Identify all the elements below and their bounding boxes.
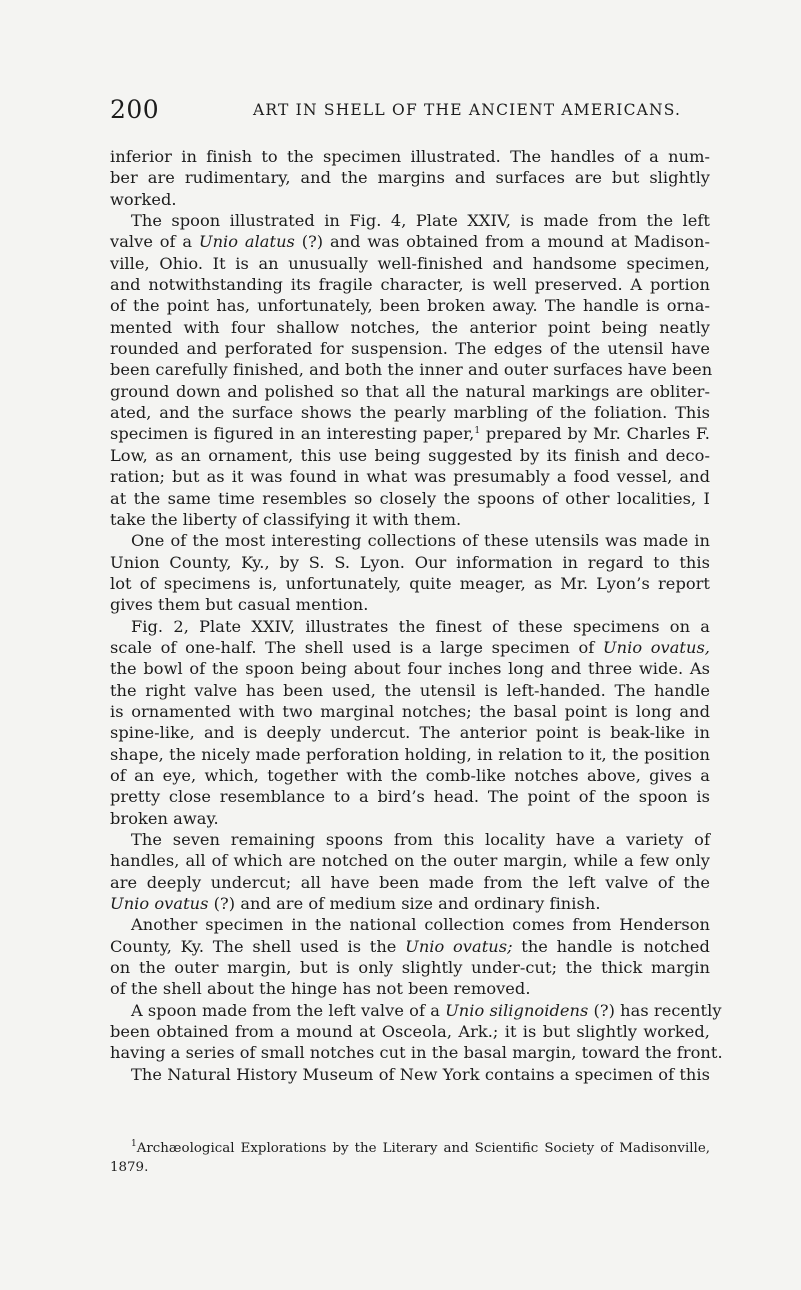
- text-line: of the shell about the hinge has not been removed.: [110, 979, 531, 999]
- text-line: lot of specimens is, unfortunately, quite meager, as Mr. Lyon’s report: [110, 573, 710, 593]
- text-line: having a series of small notches cut in the basal margin, toward the front.: [110, 1043, 723, 1063]
- text-line: ground down and polished so that all the natural markings are obliter-: [110, 381, 710, 401]
- text-line: handles, all of which are notched on the outer margin, while a few only: [110, 851, 710, 871]
- text-line: spine-like, and is deeply undercut. The anterior point is beak-like in: [110, 723, 710, 743]
- text-line: and notwithstanding its fragile character, is well preserved. A portion: [110, 275, 710, 295]
- text-line: mented with four shallow notches, the anterior point being neatly: [110, 317, 710, 337]
- footnote-line: 1879.: [110, 1160, 149, 1175]
- text-line: broken away.: [110, 808, 219, 828]
- text-line: the right valve has been used, the utensil is left-handed. The handle: [110, 680, 710, 700]
- text-line: A spoon made from the left valve of a Unio silignoidens (?) has recently: [131, 1000, 722, 1020]
- text-line: rounded and perforated for suspension. The edges of the utensil have: [110, 339, 710, 359]
- text-line: The spoon illustrated in Fig. 4, Plate XXIV, is made from the left: [131, 211, 710, 231]
- body-text: [110, 146, 723, 1085]
- text-line: Fig. 2, Plate XXIV, illustrates the finest of these specimens on a: [131, 616, 710, 636]
- text-line: valve of a Unio alatus (?) and was obtained from a mound at Madison-: [110, 232, 710, 252]
- text-line: Low, as an ornament, this use being suggested by its finish and deco-: [110, 445, 710, 465]
- text-line: One of the most interesting collections of these utensils was made in: [131, 531, 710, 551]
- text-line: at the same time resembles so closely the spoons of other localities, I: [110, 488, 710, 508]
- text-line: of an eye, which, together with the comb-like notches above, gives a: [110, 765, 710, 785]
- text-line: inferior in finish to the specimen illustrated. The handles of a num-: [110, 147, 710, 166]
- text-line: the bowl of the spoon being about four inches long and three wide. As: [110, 659, 710, 679]
- text-line: Unio ovatus (?) and are of medium size and ordinary finish.: [110, 894, 601, 914]
- text-line: ber are rudimentary, and the margins and surfaces are but slightly: [110, 168, 710, 188]
- text-line: Union County, Ky., by S. S. Lyon. Our information in regard to this: [110, 552, 710, 572]
- text-line: on the outer margin, but is only slightly under-cut; the thick margin: [110, 958, 710, 978]
- footnote-marker: 1: [131, 1139, 137, 1149]
- text-line: been obtained from a mound at Osceola, Ark.; it is but slightly worked,: [110, 1022, 710, 1042]
- text-line: of the point has, unfortunately, been broken away. The handle is orna-: [110, 296, 710, 316]
- text-line: is ornamented with two marginal notches; the basal point is long and: [110, 701, 710, 721]
- text-line: Another specimen in the national collection comes from Henderson: [131, 915, 710, 935]
- text-line: gives them but casual mention.: [110, 595, 369, 615]
- page-number: 200: [110, 95, 160, 124]
- text-line: The seven remaining spoons from this locality have a variety of: [131, 830, 710, 849]
- text-line: ration; but as it was found in what was presumably a food vessel, and: [110, 467, 710, 487]
- text-line: shape, the nicely made perforation holding, in relation to it, the position: [110, 744, 710, 764]
- page-header: [110, 95, 710, 125]
- text-line: take the liberty of classifying it with them.: [110, 509, 462, 529]
- running-title: ART IN SHELL OF THE ANCIENT AMERICANS.: [253, 101, 682, 119]
- text-line: scale of one-half. The shell used is a large specimen of Unio ovatus,: [110, 637, 710, 657]
- text-line: ated, and the surface shows the pearly marbling of the foliation. This: [110, 403, 710, 423]
- text-line: are deeply undercut; all have been made from the left valve of the: [110, 872, 710, 892]
- text-line: pretty close resemblance to a bird’s head. The point of the spoon is: [110, 787, 710, 807]
- text-line: The Natural History Museum of New York contains a specimen of this: [131, 1064, 710, 1084]
- text-line: specimen is figured in an interesting paper,$^1$ prepared by Mr. Charles F.: [110, 424, 710, 444]
- footnote-line: [110, 1139, 710, 1158]
- footnote-text: Archæological Explorations by the Literary and Scientific Society of Madisonville,: [136, 1141, 710, 1156]
- footnote: [110, 1139, 710, 1177]
- text-line: been carefully finished, and both the inner and outer surfaces have been: [110, 360, 713, 380]
- text-line: worked.: [110, 189, 177, 209]
- text-line: County, Ky. The shell used is the Unio ovatus; the handle is notched: [110, 936, 710, 956]
- text-line: ville, Ohio. It is an unusually well-finished and handsome specimen,: [110, 253, 710, 273]
